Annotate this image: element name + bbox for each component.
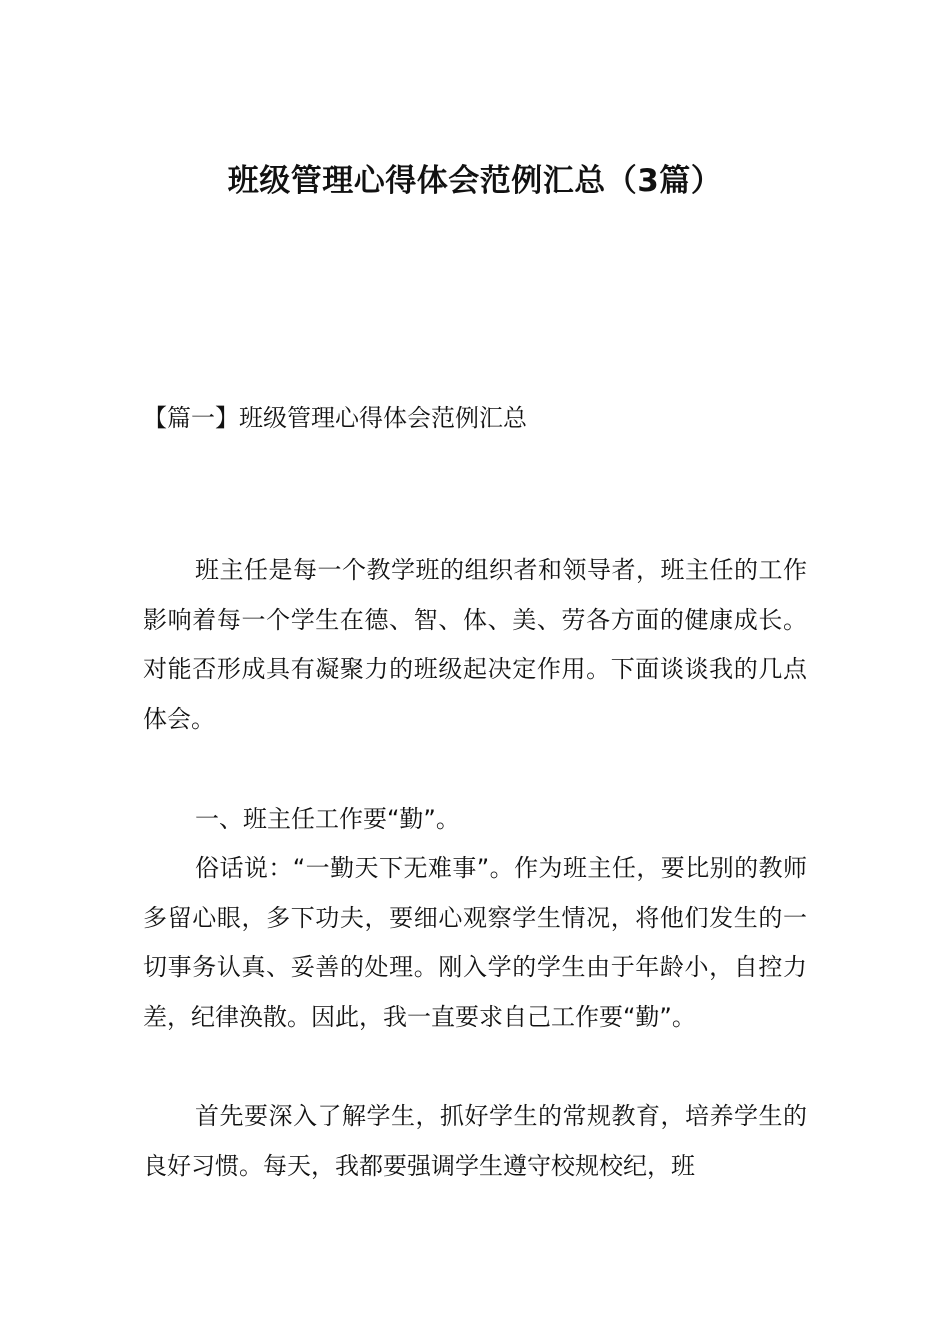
paragraph-point-one-heading: 一、班主任工作要“勤”。	[195, 805, 460, 833]
section-heading: 【篇一】班级管理心得体会范例汇总	[143, 404, 527, 432]
paragraph-point-one-body: 俗话说：“一勤天下无难事”。作为班主任，要比别的教师多留心眼，多下功夫，要细心观察学生情况，将他们发生的一切事务认真、妥善的处理。刚入学的学生由于年龄小，自控力差，纪律涣散。因此，我一直要求自己工作要“勤”。	[143, 854, 807, 1031]
paragraph-first-step: 首先要深入了解学生，抓好学生的常规教育，培养学生的良好习惯。每天，我都要强调学生遵守校规校纪，班	[143, 1102, 807, 1180]
document-title: 班级管理心得体会范例汇总（3篇）	[227, 163, 723, 199]
paragraph-intro: 班主任是每一个教学班的组织者和领导者，班主任的工作影响着每一个学生在德、智、体、美、劳各方面的健康成长。对能否形成具有凝聚力的班级起决定作用。下面谈谈我的几点体会。	[143, 556, 807, 733]
